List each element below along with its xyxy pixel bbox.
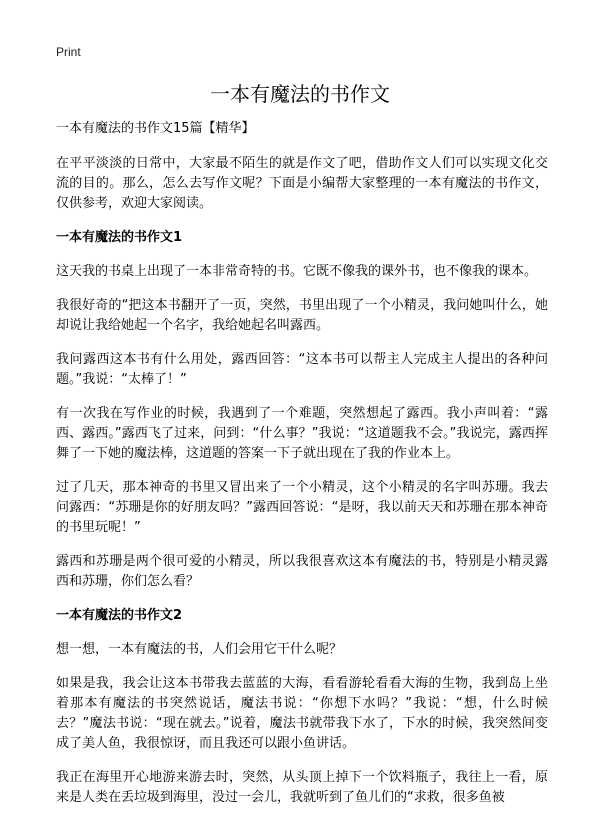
paragraph: 过了几天，那本神奇的书里又冒出来了一个小精灵，这个小精灵的名字叫苏珊。我去问露西：“苏珊是你的好朋友吗？”露西回答说：“是呀，我以前天天和苏珊在那本神奇的书里玩呢！” [56, 480, 548, 535]
article-body [56, 120, 548, 822]
print-label[interactable]: Print [56, 45, 81, 59]
intro-paragraph: 在平平淡淡的日常中，大家最不陌生的就是作文了吧，借助作文人们可以实现文化交流的目的。那么，怎么去写作文呢？下面是小编帮大家整理的一本有魔法的书作文，仅供参考，欢迎大家阅读。 [56, 156, 548, 211]
paragraph: 我问露西这本书有什么用处，露西回答：“这本书可以帮主人完成主人提出的各种问题。”我说：“太棒了！” [56, 352, 548, 387]
page-title: 一本有魔法的书作文 [210, 82, 390, 106]
section-heading-2: 一本有魔法的书作文2 [56, 608, 183, 623]
paragraph: 想一想，一本有魔法的书，人们会用它干什么呢？ [56, 642, 343, 657]
article-subtitle: 一本有魔法的书作文15篇【精华】 [56, 121, 255, 136]
paragraph: 我很好奇的“把这本书翻开了一页，突然，书里出现了一个小精灵，我问她叫什么，她却说让我给她起一个名字，我给她起名叫露西。 [56, 298, 548, 333]
paragraph: 有一次我在写作业的时候，我遇到了一个难题，突然想起了露西。我小声叫着：“露西、露西。”露西飞了过来，问到：“什么事？”我说：“这道题我不会。”我说完，露西挥舞了一下她的魔法棒，这道题的答案一下子就出现在了我的作业本上。 [56, 406, 548, 461]
section-heading-1: 一本有魔法的书作文1 [56, 230, 183, 245]
paragraph: 如果是我，我会让这本书带我去蓝蓝的大海，看看游轮看看大海的生物，我到岛上坐着那本有魔法的书突然说话，魔法书说：“你想下水吗？”我说：“想，什么时候去？”魔法书说：“现在就去。”说着，魔法书就带我下水了，下水的时候，我突然间变成了美人鱼，我很惊讶，而且我还可以跟小鱼讲话。 [56, 676, 548, 751]
paragraph: 这天我的书桌上出现了一本非常奇特的书。它既不像我的课外书，也不像我的课本。 [56, 264, 538, 279]
paragraph: 我正在海里开心地游来游去时，突然，从头顶上掉下一个饮料瓶子，我往上一看，原来是人类在丢垃圾到海里，没过一会儿，我就听到了鱼儿们的“求救，很多鱼被 [56, 770, 548, 805]
paragraph: 露西和苏珊是两个很可爱的小精灵，所以我很喜欢这本有魔法的书，特别是小精灵露西和苏珊，你们怎么看？ [56, 554, 548, 589]
